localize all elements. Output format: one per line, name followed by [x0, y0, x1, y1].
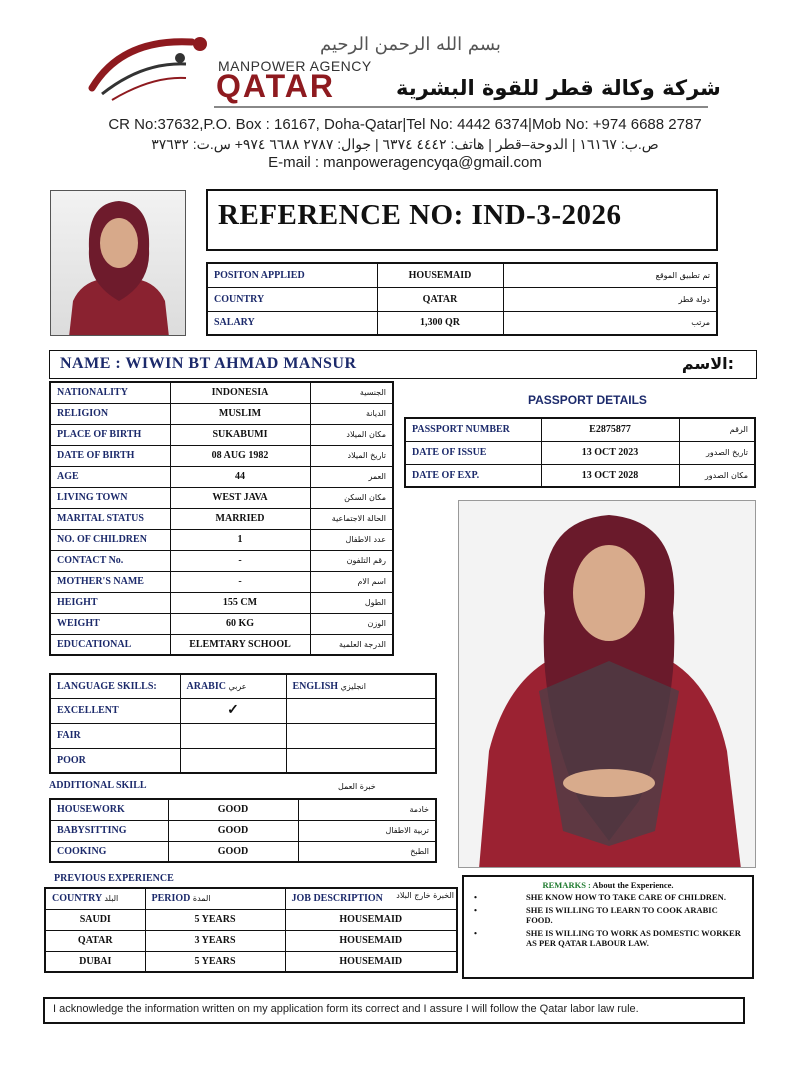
row-label-arabic: مكان الميلاد	[310, 424, 393, 445]
position-row	[207, 311, 717, 335]
row-label-arabic: رقم التلفون	[310, 550, 393, 571]
exp-header-country: COUNTRY البلد	[45, 888, 145, 909]
personal-row	[50, 466, 393, 487]
english-column-header: ENGLISH انجليزي	[286, 674, 436, 698]
row-label: DATE OF BIRTH	[50, 445, 170, 466]
registration-line: CR No:37632,P.O. Box : 16167, Doha-Qatar|Tel No: 4442 6374|Mob No: +974 6688 2787	[108, 116, 702, 133]
row-value: HOUSEMAID	[377, 263, 503, 287]
personal-row	[50, 382, 393, 403]
row-value: 1	[170, 529, 310, 550]
agency-name-small: MANPOWER AGENCY	[218, 58, 372, 74]
personal-row	[50, 424, 393, 445]
row-value: GOOD	[168, 799, 298, 820]
exp-job: HOUSEMAID	[285, 909, 457, 930]
language-skills-table	[49, 673, 437, 774]
language-header-row	[50, 674, 436, 698]
row-value: INDONESIA	[170, 382, 310, 403]
row-label-arabic: مكان السكن	[310, 487, 393, 508]
english-level-mark	[286, 748, 436, 773]
row-label-arabic: الوزن	[310, 613, 393, 634]
row-label-arabic: الدرجة العلمية	[310, 634, 393, 655]
exp-country: DUBAI	[45, 951, 145, 972]
experience-row	[45, 951, 457, 972]
row-label-arabic: عدد الاطفال	[310, 529, 393, 550]
row-label-arabic: مكان الصدور	[679, 464, 755, 487]
row-label: COOKING	[50, 841, 168, 862]
row-value: GOOD	[168, 820, 298, 841]
personal-row	[50, 550, 393, 571]
passport-row	[405, 464, 755, 487]
row-value: 13 OCT 2023	[541, 441, 679, 464]
row-value: MUSLIM	[170, 403, 310, 424]
row-label: CONTACT No.	[50, 550, 170, 571]
personal-row	[50, 445, 393, 466]
row-label-arabic: الطول	[310, 592, 393, 613]
row-value: -	[170, 550, 310, 571]
row-value: WEST JAVA	[170, 487, 310, 508]
position-row	[207, 287, 717, 311]
exp-country: QATAR	[45, 930, 145, 951]
agency-name-big: QATAR	[216, 68, 336, 104]
remark-item: • SHE IS WILLING TO LEARN TO COOK ARABIC FOOD.	[470, 905, 746, 925]
personal-row	[50, 613, 393, 634]
row-value: GOOD	[168, 841, 298, 862]
row-label-arabic: الرقم	[679, 418, 755, 441]
row-label-arabic: العمر	[310, 466, 393, 487]
row-label-arabic: اسم الام	[310, 571, 393, 592]
personal-row	[50, 487, 393, 508]
row-value: -	[170, 571, 310, 592]
row-value: SUKABUMI	[170, 424, 310, 445]
experience-row	[45, 930, 457, 951]
row-label: LIVING TOWN	[50, 487, 170, 508]
acknowledgement-box: I acknowledge the information written on my application form its correct and I assure I will follow the Qatar labor law rule.	[43, 997, 745, 1024]
bismillah-calligraphy: بسم الله الرحمن الرحيم	[320, 34, 501, 55]
row-value: E2875877	[541, 418, 679, 441]
row-label: COUNTRY	[207, 287, 377, 311]
exp-period: 5 YEARS	[145, 951, 285, 972]
row-label-arabic: الديانة	[310, 403, 393, 424]
passport-table	[404, 417, 756, 488]
personal-details-table	[49, 381, 394, 656]
personal-row	[50, 571, 393, 592]
arabic-column-header: ARABIC عربي	[180, 674, 286, 698]
remark-item: • SHE IS WILLING TO WORK AS DOMESTIC WORKER AS PER QATAR LABOUR LAW.	[470, 928, 746, 948]
registration-line-arabic: ص.ب: ١٦١٦٧ | الدوحة–قطر | هاتف: ٤٤٤٢ ٦٣٧٤ | جوال: ٢٧٨٧ ٦٦٨٨ ٩٧٤+ س.ت: ٣٧٦٣٢	[151, 136, 659, 152]
reference-number-box	[206, 189, 718, 251]
row-label-arabic: تاريخ الصدور	[679, 441, 755, 464]
reference-number: REFERENCE NO: IND-3-2026	[218, 199, 622, 231]
row-value: 08 AUG 1982	[170, 445, 310, 466]
row-label: EDUCATIONAL	[50, 634, 170, 655]
header-divider	[214, 106, 708, 108]
name-bar	[49, 350, 757, 379]
candidate-photo-full	[458, 500, 756, 868]
language-level: EXCELLENT	[50, 698, 180, 723]
row-label: PLACE OF BIRTH	[50, 424, 170, 445]
row-value: QATAR	[377, 287, 503, 311]
language-row	[50, 723, 436, 748]
row-label: DATE OF ISSUE	[405, 441, 541, 464]
exp-job: HOUSEMAID	[285, 930, 457, 951]
remarks-box	[462, 875, 754, 979]
language-row	[50, 748, 436, 773]
english-level-mark	[286, 723, 436, 748]
previous-experience-title: PREVIOUS EXPERIENCE	[54, 873, 174, 884]
row-value: 60 KG	[170, 613, 310, 634]
passport-row	[405, 441, 755, 464]
row-value: 155 CM	[170, 592, 310, 613]
row-label-arabic: الجنسية	[310, 382, 393, 403]
language-header: LANGUAGE SKILLS:	[50, 674, 180, 698]
row-label: AGE	[50, 466, 170, 487]
row-value: 1,300 QR	[377, 311, 503, 335]
row-value: 44	[170, 466, 310, 487]
exp-period: 3 YEARS	[145, 930, 285, 951]
row-label: HEIGHT	[50, 592, 170, 613]
row-label-arabic: مرتب	[503, 311, 717, 335]
row-label-arabic: تم تطبيق الموقع	[503, 263, 717, 287]
row-label: PASSPORT NUMBER	[405, 418, 541, 441]
position-table	[206, 262, 718, 336]
agency-logo-icon	[82, 28, 222, 108]
row-value: ELEMTARY SCHOOL	[170, 634, 310, 655]
skill-row	[50, 820, 436, 841]
arabic-level-mark: ✓	[180, 698, 286, 723]
passport-row	[405, 418, 755, 441]
remark-item: • SHE KNOW HOW TO TAKE CARE OF CHILDREN.	[470, 892, 746, 902]
arabic-level-mark	[180, 748, 286, 773]
language-row	[50, 698, 436, 723]
arabic-level-mark	[180, 723, 286, 748]
english-level-mark	[286, 698, 436, 723]
passport-details-title: PASSPORT DETAILS	[528, 393, 647, 407]
language-level: POOR	[50, 748, 180, 773]
row-label: POSITON APPLIED	[207, 263, 377, 287]
personal-row	[50, 529, 393, 550]
row-label: SALARY	[207, 311, 377, 335]
experience-table	[44, 887, 458, 973]
row-label: MOTHER'S NAME	[50, 571, 170, 592]
row-label: NATIONALITY	[50, 382, 170, 403]
additional-skill-title-arabic: خبرة العمل	[338, 782, 376, 791]
remarks-list	[470, 892, 746, 948]
row-label: WEIGHT	[50, 613, 170, 634]
row-label: DATE OF EXP.	[405, 464, 541, 487]
row-label: MARITAL STATUS	[50, 508, 170, 529]
agency-name-arabic: شركة وكالة قطر للقوة البشرية	[396, 76, 721, 100]
exp-period: 5 YEARS	[145, 909, 285, 930]
exp-job: HOUSEMAID	[285, 951, 457, 972]
row-label-arabic: الحالة الاجتماعية	[310, 508, 393, 529]
language-level: FAIR	[50, 723, 180, 748]
row-label-arabic: خادمة	[298, 799, 436, 820]
row-label: BABYSITTING	[50, 820, 168, 841]
row-label-arabic: الطبخ	[298, 841, 436, 862]
candidate-name-arabic-label: الاسم:	[681, 354, 734, 373]
row-label-arabic: تربية الاطفال	[298, 820, 436, 841]
additional-skill-title: ADDITIONAL SKILL	[49, 780, 147, 791]
exp-header-job: JOB DESCRIPTION الخبرة خارج البلاد	[285, 888, 457, 909]
row-label: RELIGION	[50, 403, 170, 424]
experience-row	[45, 909, 457, 930]
exp-country: SAUDI	[45, 909, 145, 930]
row-label-arabic: تاريخ الميلاد	[310, 445, 393, 466]
additional-skill-table	[49, 798, 437, 863]
personal-row	[50, 508, 393, 529]
exp-header-period: PERIOD المدة	[145, 888, 285, 909]
candidate-photo-small	[50, 190, 186, 336]
row-label: HOUSEWORK	[50, 799, 168, 820]
position-row	[207, 263, 717, 287]
skill-row	[50, 841, 436, 862]
remarks-title: REMARKS : About the Experience.	[542, 880, 674, 890]
personal-row	[50, 403, 393, 424]
personal-row	[50, 634, 393, 655]
row-value: 13 OCT 2028	[541, 464, 679, 487]
email-line: E-mail : manpoweragencyqa@gmail.com	[268, 154, 542, 171]
row-label: NO. OF CHILDREN	[50, 529, 170, 550]
candidate-name: NAME : WIWIN BT AHMAD MANSUR	[60, 355, 357, 372]
row-label-arabic: دولة قطر	[503, 287, 717, 311]
skill-row	[50, 799, 436, 820]
personal-row	[50, 592, 393, 613]
row-value: MARRIED	[170, 508, 310, 529]
